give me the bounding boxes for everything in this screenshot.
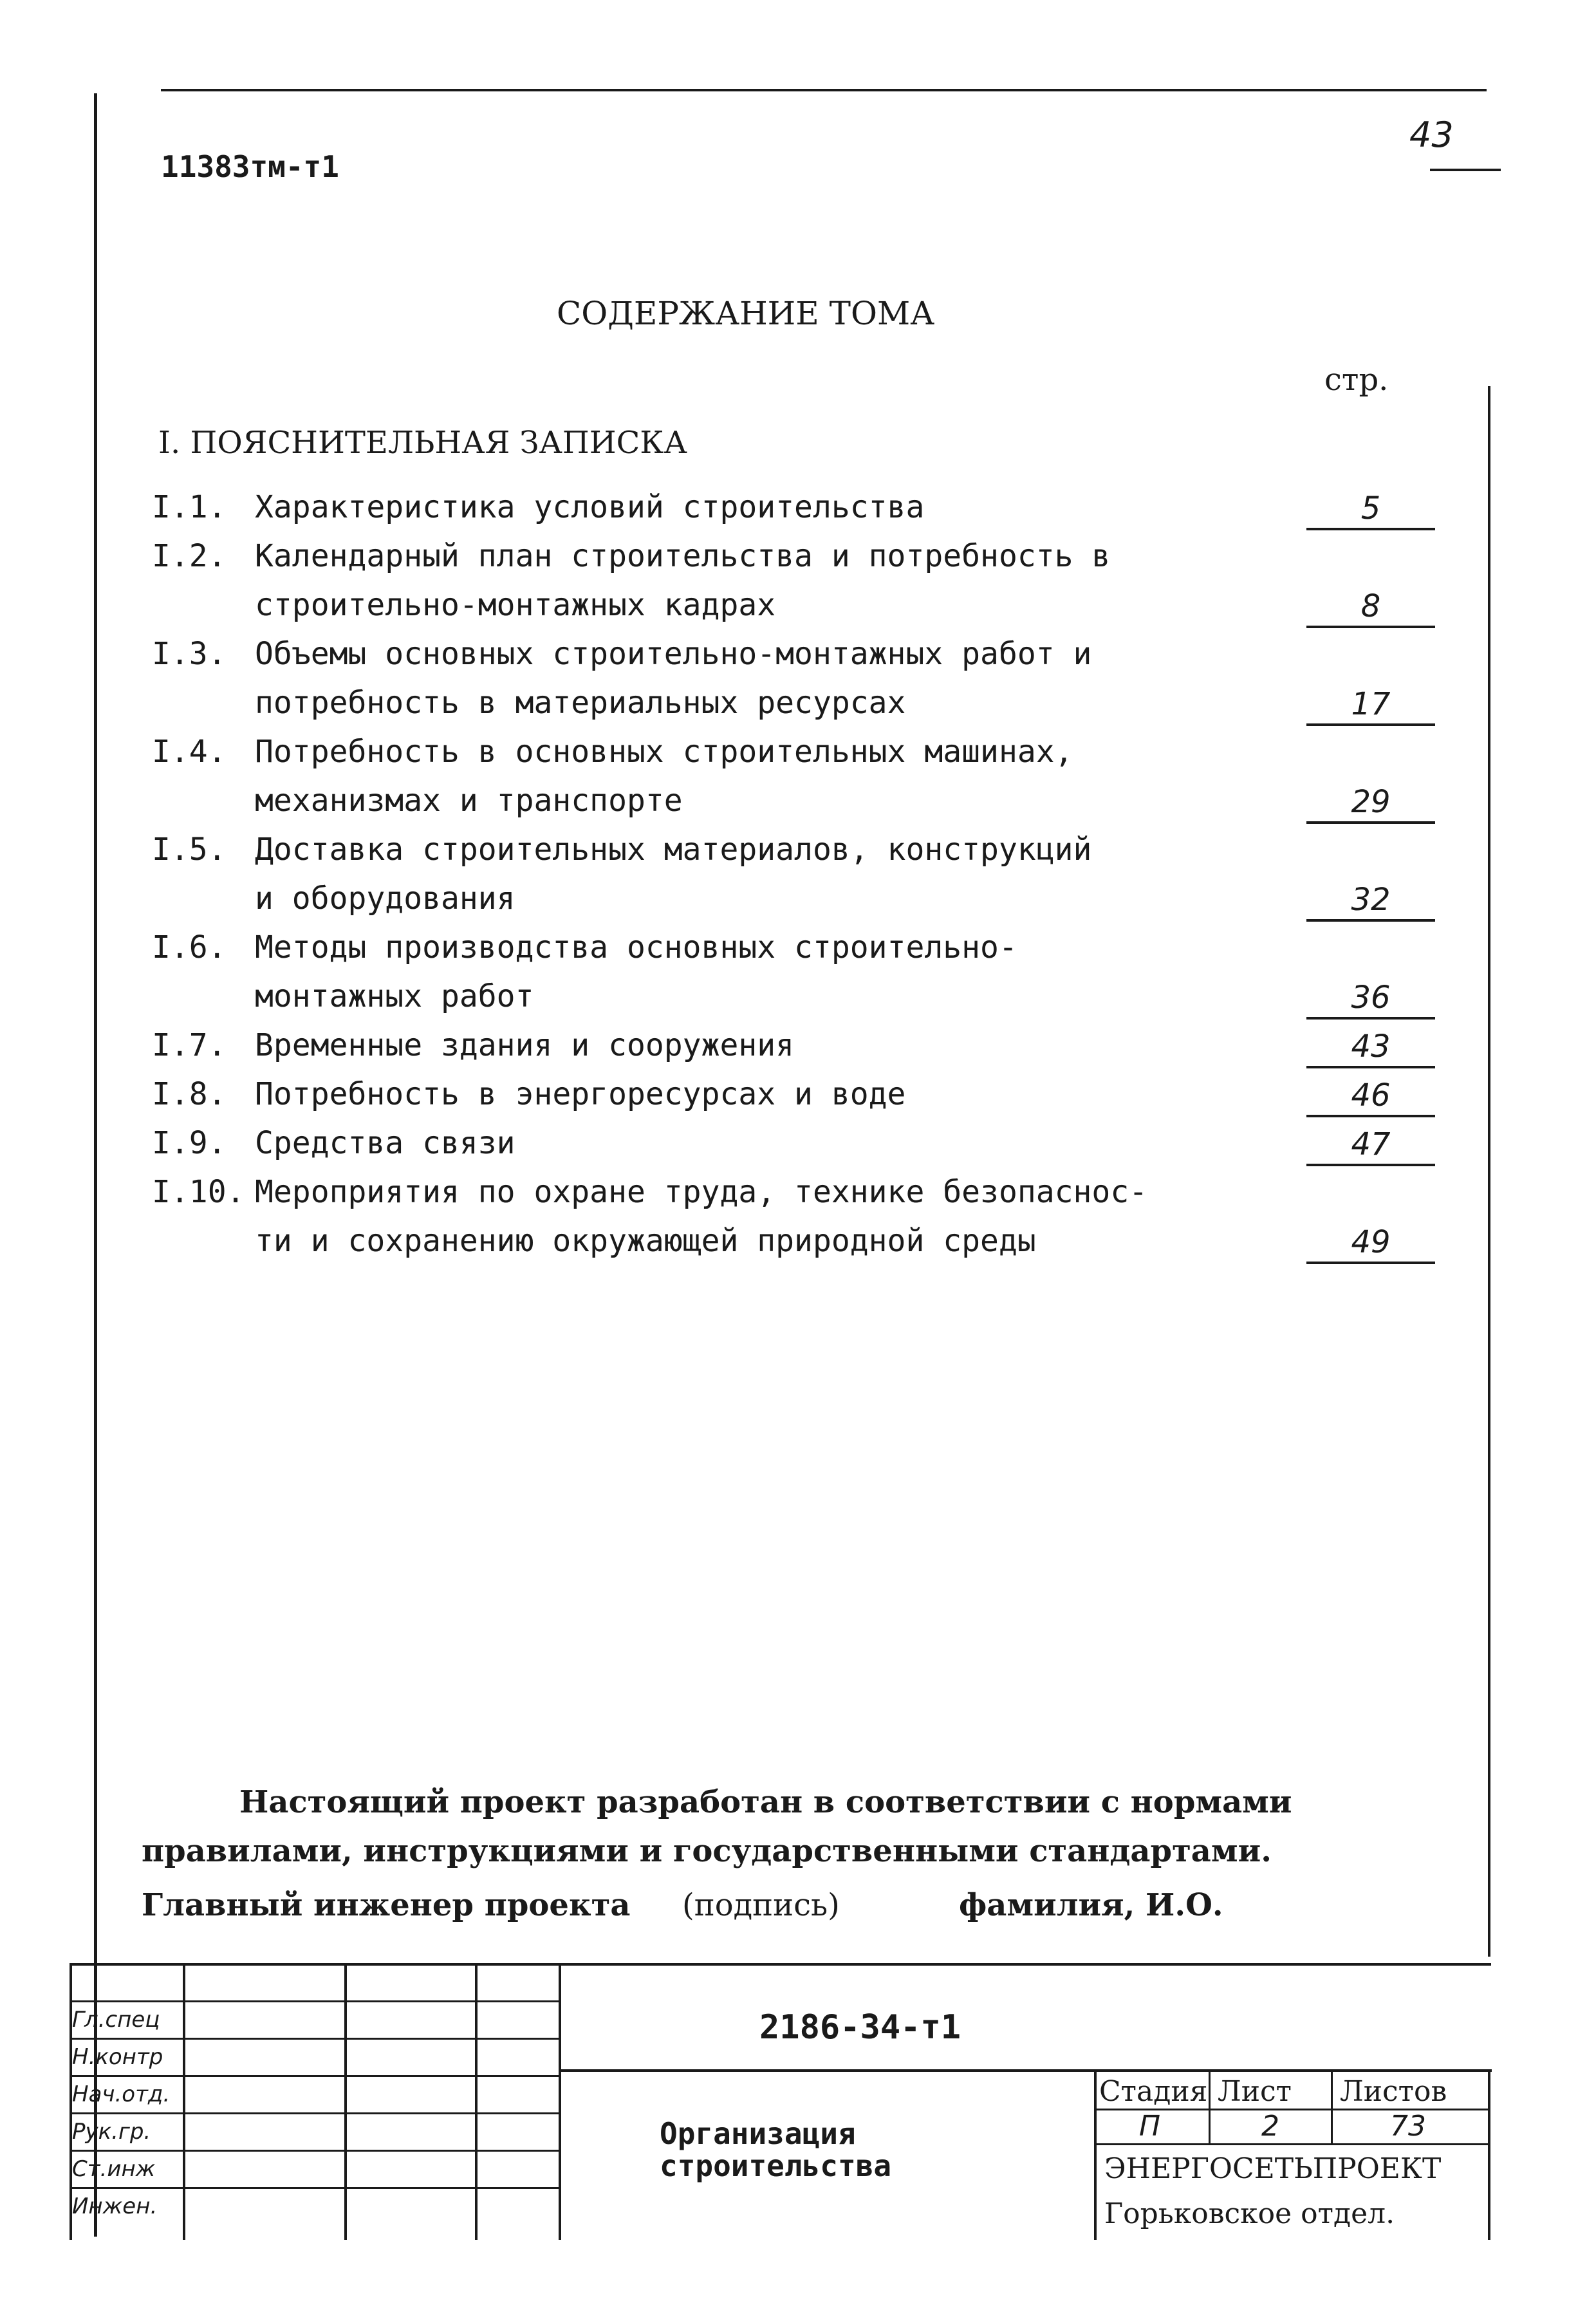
signature-name: фамилия, И.О. bbox=[959, 1887, 1223, 1923]
toc-title-continued: строительно-монтажных кадрах bbox=[255, 587, 776, 623]
title-block-row-2 bbox=[72, 2038, 561, 2040]
page-column-header: стр. bbox=[1324, 362, 1389, 398]
sheet-header: Лист bbox=[1218, 2075, 1292, 2108]
sheet-value: 2 bbox=[1261, 2110, 1279, 2143]
stage-value: П bbox=[1139, 2110, 1161, 2143]
toc-number: I.8. bbox=[152, 1076, 227, 1112]
toc-title-continued: монтажных работ bbox=[255, 978, 534, 1014]
title-block-row-5 bbox=[72, 2150, 561, 2152]
toc-entry-5 bbox=[152, 832, 1091, 868]
title-block-col-2 bbox=[344, 1963, 347, 2240]
toc-title: Доставка строительных материалов, конструкций bbox=[255, 832, 1092, 868]
toc-title: Средства связи bbox=[255, 1125, 515, 1161]
toc-title-continued: механизмах и транспорте bbox=[255, 783, 683, 819]
department-name: Горьковское отдел. bbox=[1104, 2197, 1395, 2230]
page-number: 43 bbox=[1409, 115, 1454, 155]
document-code: 11383тм-т1 bbox=[161, 149, 339, 184]
compliance-note-line-1: Настоящий проект разработан в соответствии с нормами bbox=[239, 1784, 1292, 1820]
toc-title-continued: и оборудования bbox=[255, 880, 515, 917]
toc-title: Характеристика условий строительства bbox=[255, 489, 925, 525]
title-block-info-left bbox=[1094, 2069, 1097, 2240]
title-block-row-1 bbox=[72, 2000, 561, 2002]
stage-header: Стадия bbox=[1099, 2075, 1208, 2108]
toc-title: Временные здания и сооружения bbox=[255, 1027, 795, 1063]
page-title: СОДЕРЖАНИЕ ТОМА bbox=[557, 295, 935, 332]
toc-title: Методы производства основных строительно- bbox=[255, 929, 1017, 965]
section-heading: I. ПОЯСНИТЕЛЬНАЯ ЗАПИСКА bbox=[158, 425, 687, 461]
title-block-col-4 bbox=[559, 1963, 561, 2240]
toc-title: Календарный план строительства и потребность в bbox=[255, 538, 1111, 574]
title-block-col-3 bbox=[475, 1963, 478, 2240]
sheets-value: 73 bbox=[1390, 2110, 1426, 2143]
toc-page-number: 49 bbox=[1306, 1223, 1435, 1264]
toc-page-number: 29 bbox=[1306, 783, 1435, 824]
toc-title-continued: ти и сохранению окружающей природной среды bbox=[255, 1223, 1036, 1259]
company-name: ЭНЕРГОСЕТЬПРОЕКТ bbox=[1104, 2152, 1442, 2185]
toc-number: I.1. bbox=[152, 489, 227, 525]
toc-number: I.3. bbox=[152, 636, 227, 672]
toc-title: Потребность в основных строительных машинах, bbox=[255, 734, 1073, 770]
org-name-line-1: Организация bbox=[660, 2116, 856, 2151]
toc-title: Потребность в энергоресурсах и воде bbox=[255, 1076, 906, 1112]
toc-page-number: 17 bbox=[1306, 685, 1435, 726]
toc-entry-2 bbox=[152, 538, 1110, 574]
toc-entry-9 bbox=[152, 1125, 515, 1161]
tb-label-senior-engineer: Ст.инж bbox=[72, 2156, 156, 2182]
tb-label-dept-head: Нач.отд. bbox=[72, 2082, 171, 2107]
toc-title: Объемы основных строительно-монтажных работ и bbox=[255, 636, 1092, 672]
frame-right-border bbox=[1488, 386, 1490, 1957]
toc-number: I.7. bbox=[152, 1027, 227, 1063]
frame-top-border bbox=[161, 89, 1487, 91]
signature-placeholder: (подпись) bbox=[682, 1887, 840, 1923]
title-block-info-row-2 bbox=[1094, 2143, 1490, 2145]
tb-label-chief-specialist: Гл.спец bbox=[72, 2007, 160, 2033]
toc-page-number: 36 bbox=[1306, 978, 1435, 1020]
title-block-info-col-2 bbox=[1331, 2069, 1333, 2143]
toc-page-number: 5 bbox=[1306, 489, 1435, 530]
title-block-code: 2186-34-т1 bbox=[759, 2008, 961, 2047]
toc-number: I.5. bbox=[152, 832, 227, 868]
title-block-row-3 bbox=[72, 2075, 561, 2077]
tb-label-engineer: Инжен. bbox=[72, 2193, 158, 2219]
toc-entry-4 bbox=[152, 734, 1073, 770]
title-block-right-line bbox=[1488, 2069, 1490, 2240]
toc-entry-8 bbox=[152, 1076, 905, 1112]
toc-page-number: 43 bbox=[1306, 1027, 1435, 1068]
toc-number: I.9. bbox=[152, 1125, 227, 1161]
toc-title: Мероприятия по охране труда, технике безопаснос- bbox=[255, 1174, 1148, 1210]
toc-entry-6 bbox=[152, 929, 1017, 965]
title-block-row-4 bbox=[72, 2112, 561, 2114]
signature-role: Главный инженер проекта bbox=[142, 1887, 631, 1923]
title-block-mid-line bbox=[559, 2069, 1492, 2072]
compliance-note-line-2: правилами, инструкциями и государственными стандартами. bbox=[142, 1833, 1272, 1869]
toc-entry-1 bbox=[152, 489, 924, 525]
toc-number: I.6. bbox=[152, 929, 227, 965]
title-block-info-col-1 bbox=[1209, 2069, 1211, 2143]
toc-entry-10 bbox=[152, 1174, 1147, 1210]
toc-page-number: 46 bbox=[1306, 1076, 1435, 1117]
toc-entry-7 bbox=[152, 1027, 794, 1063]
toc-entry-3 bbox=[152, 636, 1091, 672]
toc-page-number: 8 bbox=[1306, 587, 1435, 628]
title-block-org-name bbox=[660, 2118, 981, 2182]
toc-number: I.2. bbox=[152, 538, 227, 574]
sheets-header: Листов bbox=[1340, 2075, 1447, 2108]
toc-page-number: 47 bbox=[1306, 1125, 1435, 1166]
tb-label-norm-control: Н.контр bbox=[72, 2044, 163, 2070]
toc-page-number: 32 bbox=[1306, 880, 1435, 922]
org-name-line-2: строительства bbox=[660, 2148, 892, 2183]
title-block-col-1 bbox=[183, 1963, 185, 2240]
toc-title-continued: потребность в материальных ресурсах bbox=[255, 685, 906, 721]
frame-left-border bbox=[94, 93, 97, 2237]
toc-number: I.4. bbox=[152, 734, 227, 770]
page-number-underline bbox=[1430, 169, 1501, 171]
title-block-row-6 bbox=[72, 2187, 561, 2189]
tb-label-group-head: Рук.гр. bbox=[72, 2119, 151, 2145]
toc-number: I.10. bbox=[152, 1174, 245, 1210]
title-block-top-line bbox=[72, 1963, 1491, 1966]
